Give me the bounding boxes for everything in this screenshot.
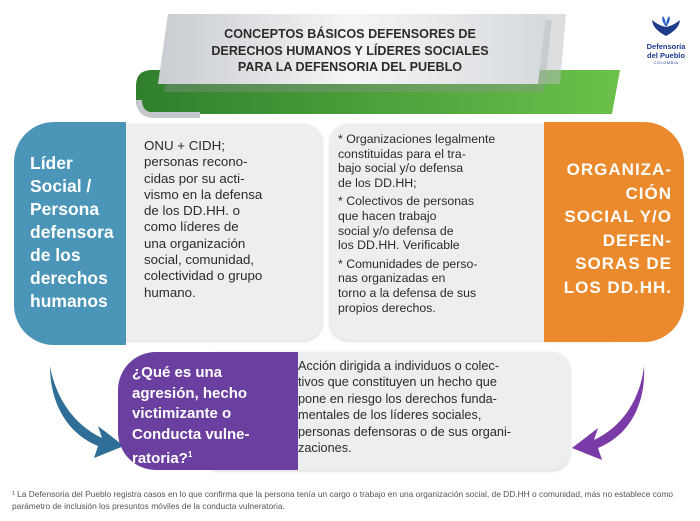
logo (636, 14, 696, 65)
list-item: * Comunidades de perso- nas organizadas en torno a la defensa de sus propios derechos. (338, 256, 478, 315)
title-line-1: CONCEPTOS BÁSICOS DEFENSORES DE (224, 27, 476, 41)
logo-country: COLOMBIA (653, 60, 679, 65)
footnote-marker: 1 (187, 450, 193, 459)
list-item: * Colectivos de personas que hacen trabajo social y/o defensa de los DD.HH. Verificable (338, 194, 475, 253)
bottom-heading-text: ¿Qué es una agresión, hecho victimizante o Conducta vulne- ratoria? (132, 364, 250, 467)
left-heading: Líder Social / Persona defensora de los derechos humanos (30, 153, 114, 311)
bottom-body: Acción dirigida a individuos o colec- tivos que constituyen un hecho que pone en riesgo los derechos funda- mentales de los líderes sociales, personas defensoras o de sus organi- zaciones. (298, 359, 511, 456)
left-arrow-icon (40, 360, 130, 460)
list-item: * Organizaciones legalmente constituidas para el tra- bajo social y/o defensa de los DD.HH; (338, 132, 496, 190)
dove-icon (649, 14, 683, 38)
title-line-3: PARA LA DEFENSORIA DEL PUEBLO (237, 60, 463, 74)
right-list (338, 132, 548, 319)
title-line-2: DERECHOS HUMANOS Y LÍDERES SOCIALES (211, 43, 489, 58)
page-title (170, 26, 530, 76)
logo-line-2: del Pueblo (647, 50, 685, 60)
bottom-heading (132, 363, 296, 470)
right-heading: ORGANIZA- CIÓN SOCIAL Y/O DEFEN- SORAS DE LOS DD.HH. (563, 160, 672, 297)
left-body: ONU + CIDH; personas recono- cidas por su acti- vismo en la defensa de los DD.HH. o como líderes de una organización social, comunidad, colectividad o grupo humano. (144, 138, 263, 300)
logo-line-1: Defensoría (646, 42, 686, 51)
footnote: ¹ La Defensoria del Pueblo registra casos en lo que confirma que la persona tenía un cargo o trabajo en una organización social, de DD.HH o comunidad, más no establece como parámetro de inclusión los presuntos móviles de la conducta vulneratoria. (12, 489, 674, 511)
right-arrow-icon (564, 362, 654, 462)
